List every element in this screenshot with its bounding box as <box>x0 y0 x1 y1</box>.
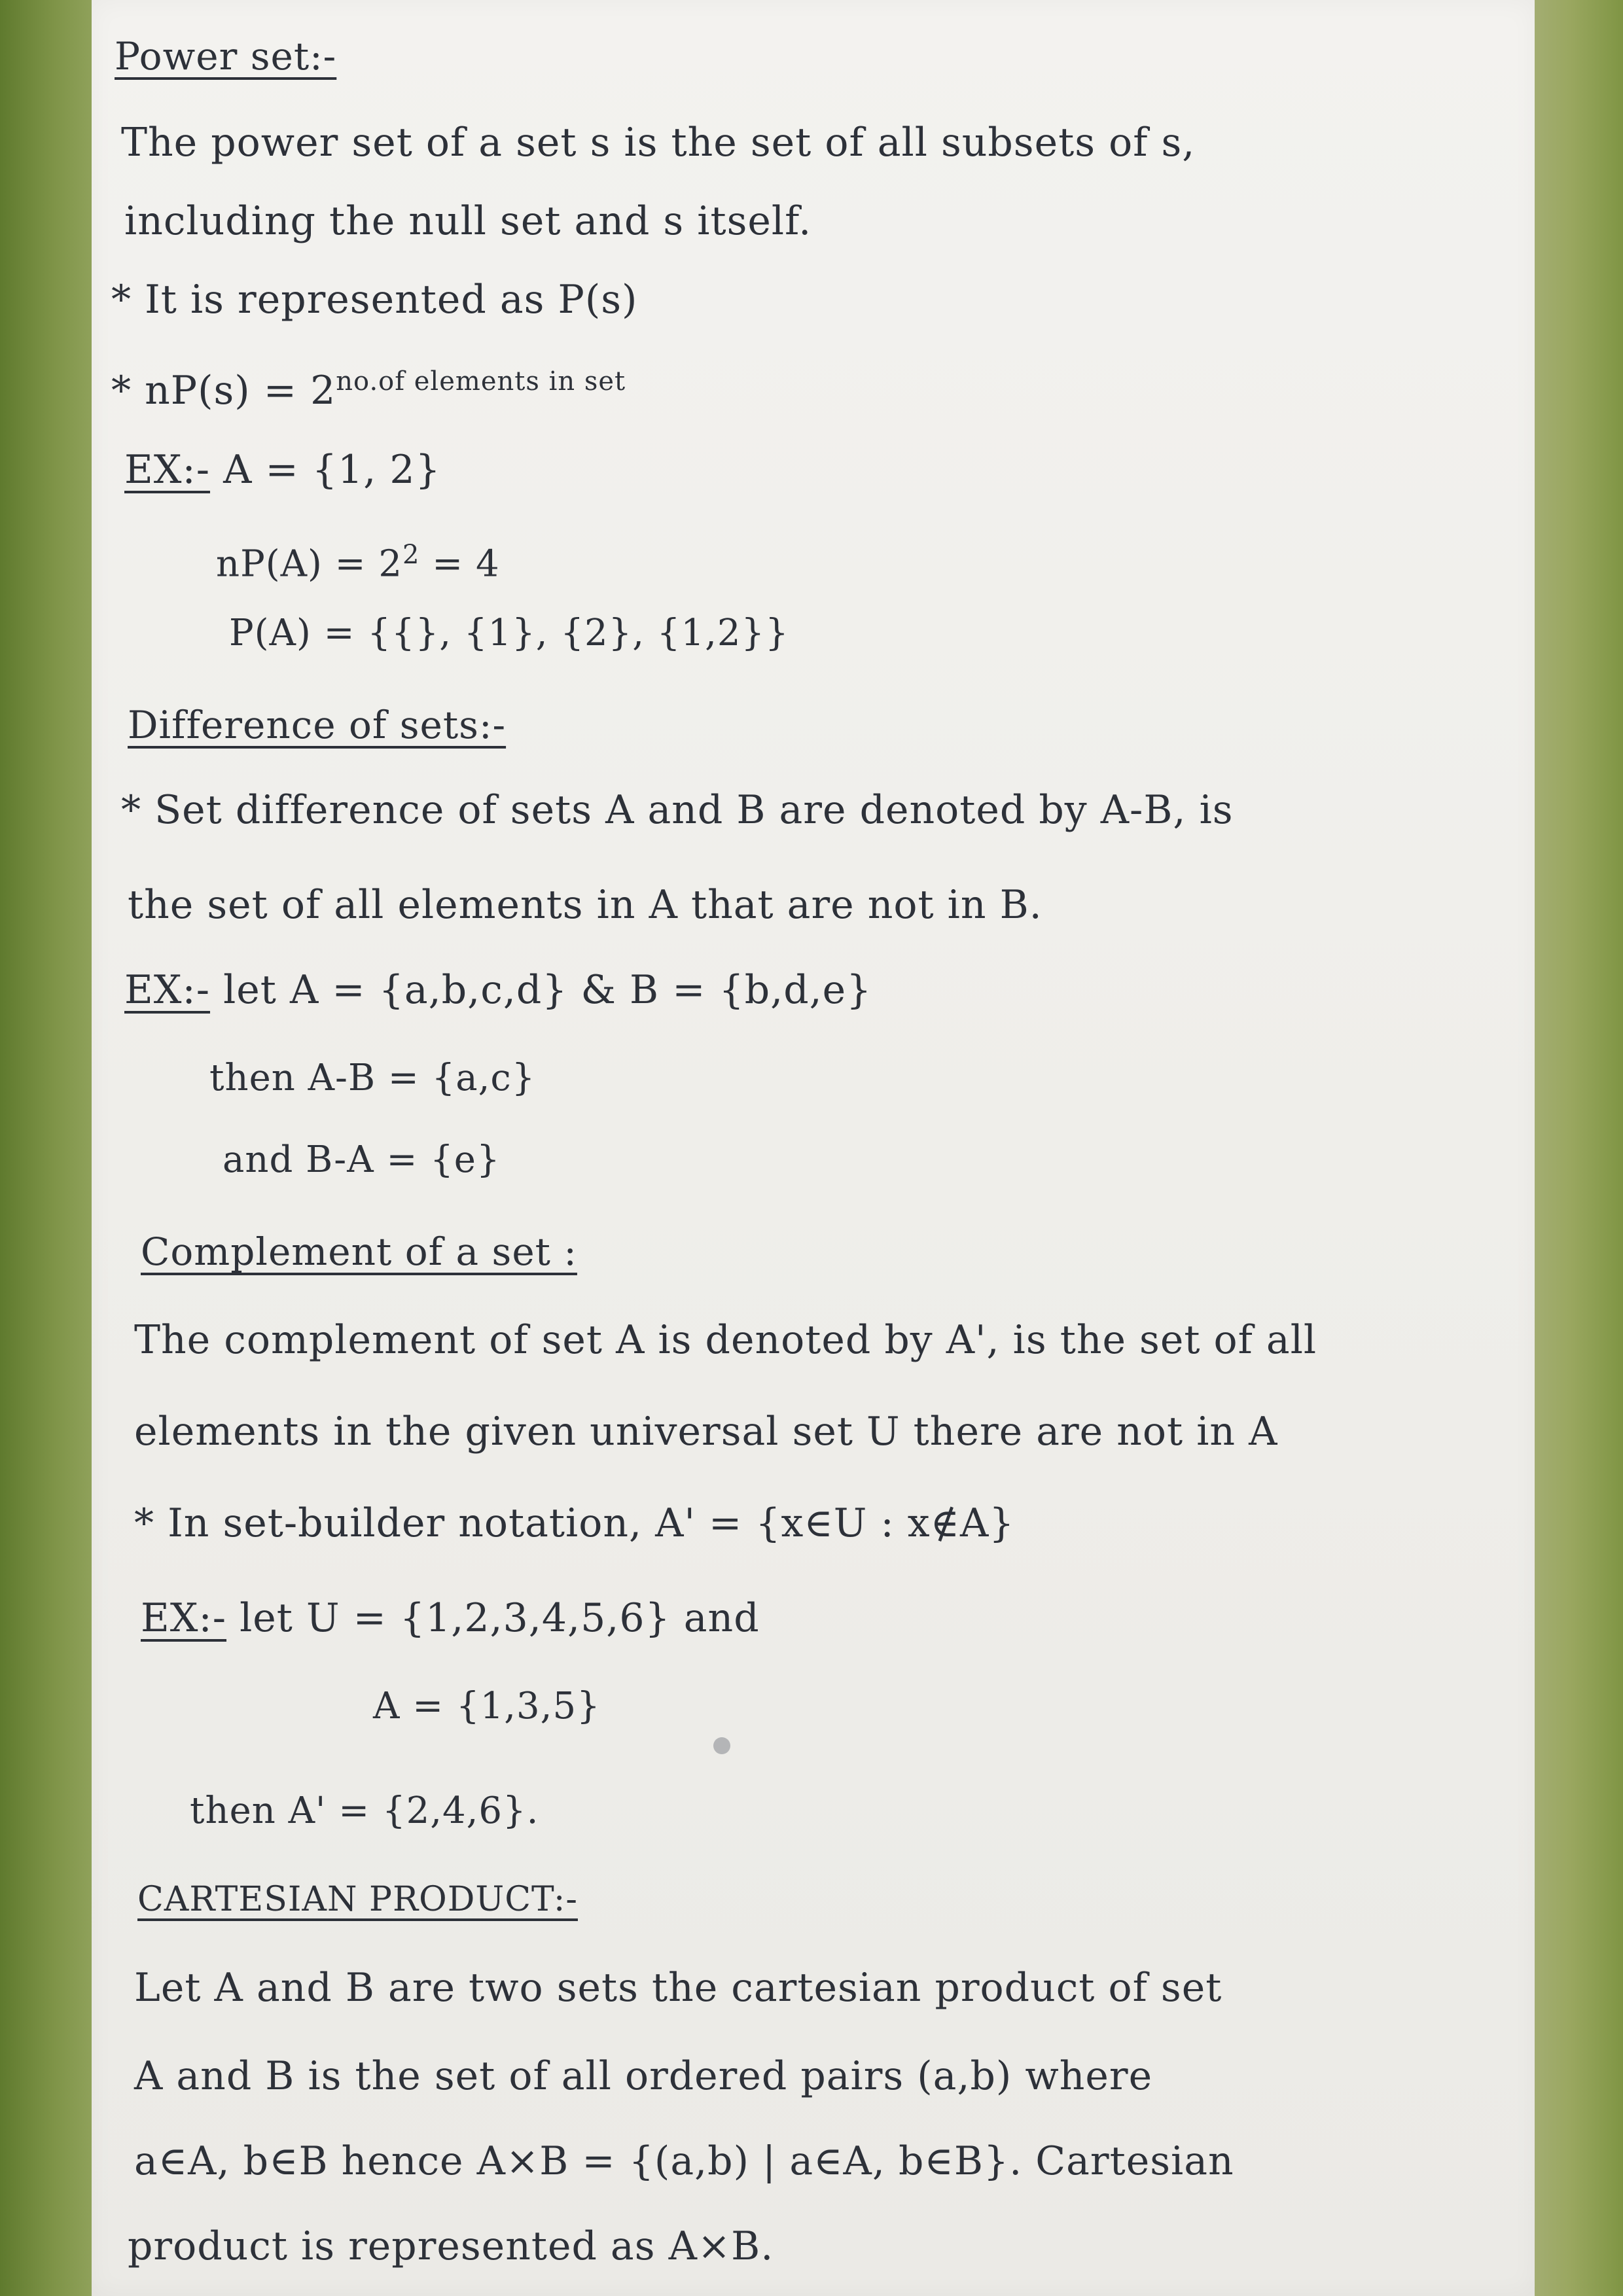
cartesian-line-3: a∈A, b∈B hence A×B = {(a,b) | a∈A, b∈B}. Cartesian <box>134 2138 1234 2184</box>
power-set-example-count <box>216 530 500 590</box>
example-label: EX:- <box>124 967 211 1013</box>
power-set-bullet-2 <box>111 357 626 415</box>
complement-bullet-1: * In set-builder notation, A' = {x∈U : x∉A} <box>134 1500 1015 1546</box>
power-set-count-base: nP(A) = 2 <box>216 542 403 586</box>
complement-example-line-1 <box>141 1593 760 1643</box>
ink-dot <box>713 1737 730 1754</box>
complement-example-universal: let U = {1,2,3,4,5,6} and <box>226 1595 760 1641</box>
example-label: EX:- <box>141 1595 227 1641</box>
cartesian-line-1: Let A and B are two sets the cartesian product of set <box>134 1965 1222 2011</box>
complement-line-2: elements in the given universal set U there are not in A <box>134 1409 1278 1455</box>
difference-example-line-2: then A-B = {a,c} <box>209 1057 536 1099</box>
cartesian-line-2: A and B is the set of all ordered pairs (a,b) where <box>134 2053 1153 2099</box>
power-set-count-exponent: 2 <box>402 540 420 570</box>
cartesian-heading: CARTESIAN PRODUCT:- <box>137 1880 578 1919</box>
power-set-line-1: The power set of a set s is the set of all subsets of s, <box>121 120 1196 166</box>
difference-example-line-1 <box>124 965 872 1015</box>
difference-example-line-3: and B-A = {e} <box>223 1139 501 1181</box>
power-set-example-set: A = {1, 2} <box>223 447 441 493</box>
power-set-formula-base: * nP(s) = 2 <box>111 368 336 414</box>
complement-heading: Complement of a set : <box>141 1229 577 1274</box>
power-set-formula-exponent: no.of elements in set <box>336 366 626 397</box>
difference-line-2: the set of all elements in A that are not in B. <box>128 882 1043 928</box>
complement-example-line-2: A = {1,3,5} <box>373 1685 601 1727</box>
notebook-page <box>92 0 1535 2296</box>
example-label: EX:- <box>124 447 211 493</box>
difference-line-1: * Set difference of sets A and B are denoted by A-B, is <box>121 787 1234 833</box>
power-set-heading: Power set:- <box>115 34 337 79</box>
power-set-example-label <box>124 445 441 495</box>
complement-example-line-3: then A' = {2,4,6}. <box>190 1790 539 1832</box>
background-right-edge <box>1535 0 1623 2296</box>
complement-line-1: The complement of set A is denoted by A', is the set of all <box>134 1317 1317 1363</box>
power-set-bullet-1: * It is represented as P(s) <box>111 277 638 323</box>
background-left-edge <box>0 0 92 2296</box>
cartesian-line-4: product is represented as A×B. <box>128 2223 774 2269</box>
difference-heading: Difference of sets:- <box>128 703 507 747</box>
difference-example-sets: let A = {a,b,c,d} & B = {b,d,e} <box>210 967 872 1013</box>
power-set-line-2: including the null set and s itself. <box>124 198 812 244</box>
power-set-example-result: P(A) = {{}, {1}, {2}, {1,2}} <box>229 612 789 654</box>
power-set-count-result: = 4 <box>419 542 500 586</box>
